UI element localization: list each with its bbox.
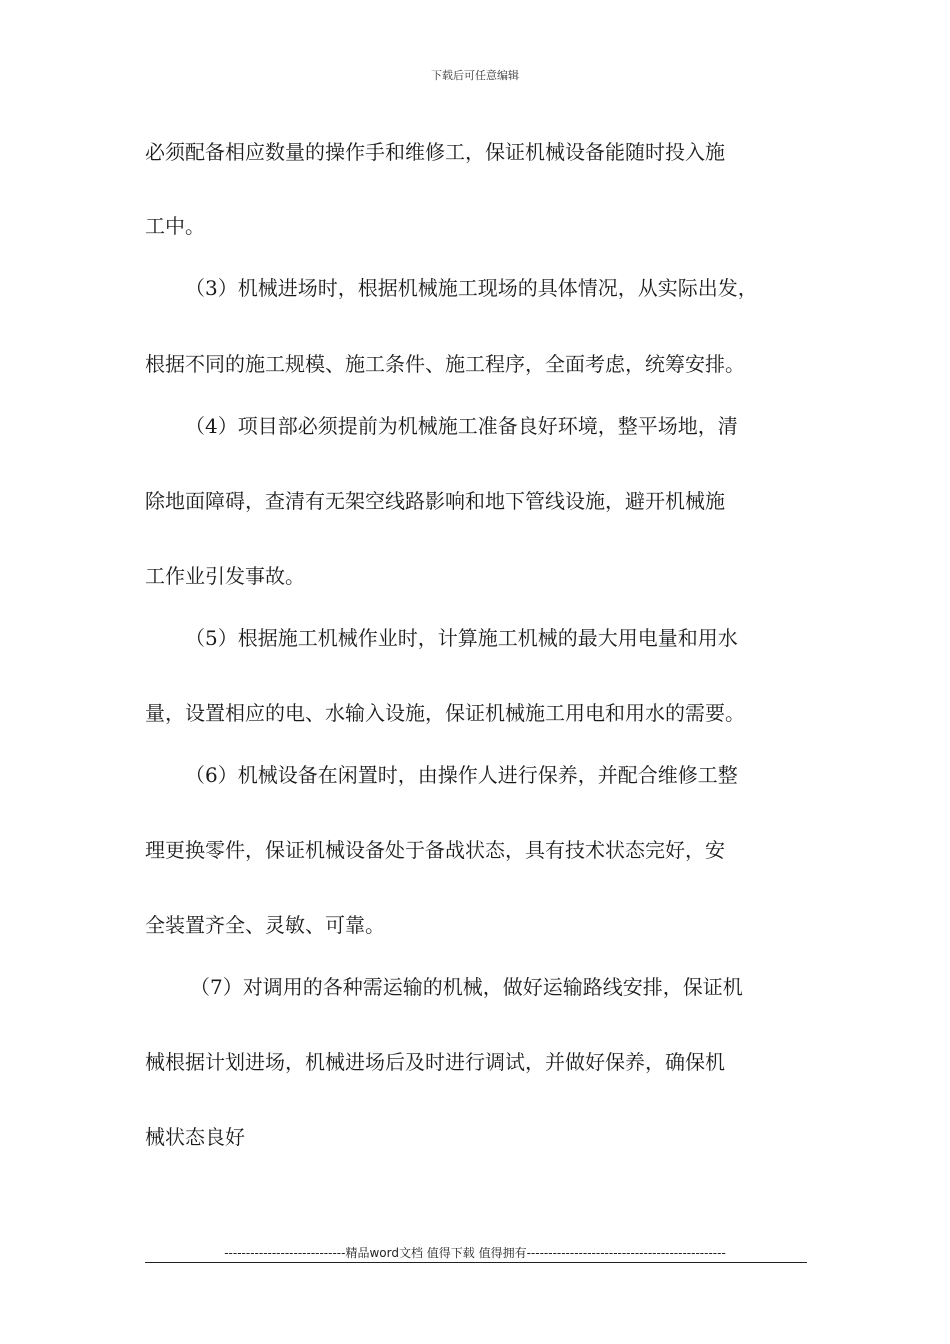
text-line: （6）机械设备在闲置时，由操作人进行保养，并配合维修工整 [185,763,738,787]
text-line: 全装置齐全、灵敏、可靠。 [145,913,385,937]
text-line: 工中。 [145,214,205,238]
text-line: 械状态良好 [145,1125,245,1149]
text-line: （5）根据施工机械作业时，计算施工机械的最大用电量和用水 [185,626,738,650]
text-line: 除地面障碍，查清有无架空线路影响和地下管线设施，避开机械施 [145,489,725,513]
page-footer-text: ----------------------------精品word文档 值得下载 值得拥有---------------------------------------------- [224,1246,726,1260]
text-line: （4）项目部必须提前为机械施工准备良好环境，整平场地，清 [185,414,738,438]
text-line: 量，设置相应的电、水输入设施，保证机械施工用电和用水的需要。 [145,701,745,725]
text-line: 必须配备相应数量的操作手和维修工，保证机械设备能随时投入施 [145,140,725,164]
footer-divider [145,1262,807,1263]
page-header-note: 下载后可任意编辑 [431,69,519,82]
text-line: 理更换零件，保证机械设备处于备战状态，具有技术状态完好，安 [145,838,725,862]
text-line: 工作业引发事故。 [145,564,305,588]
text-line: （7）对调用的各种需运输的机械，做好运输路线安排，保证机 [190,975,743,999]
text-line: 械根据计划进场，机械进场后及时进行调试，并做好保养，确保机 [145,1050,725,1074]
text-line: 根据不同的施工规模、施工条件、施工程序，全面考虑，统筹安排。 [145,352,745,376]
text-line: （3）机械进场时，根据机械施工现场的具体情况，从实际出发， [185,276,758,300]
